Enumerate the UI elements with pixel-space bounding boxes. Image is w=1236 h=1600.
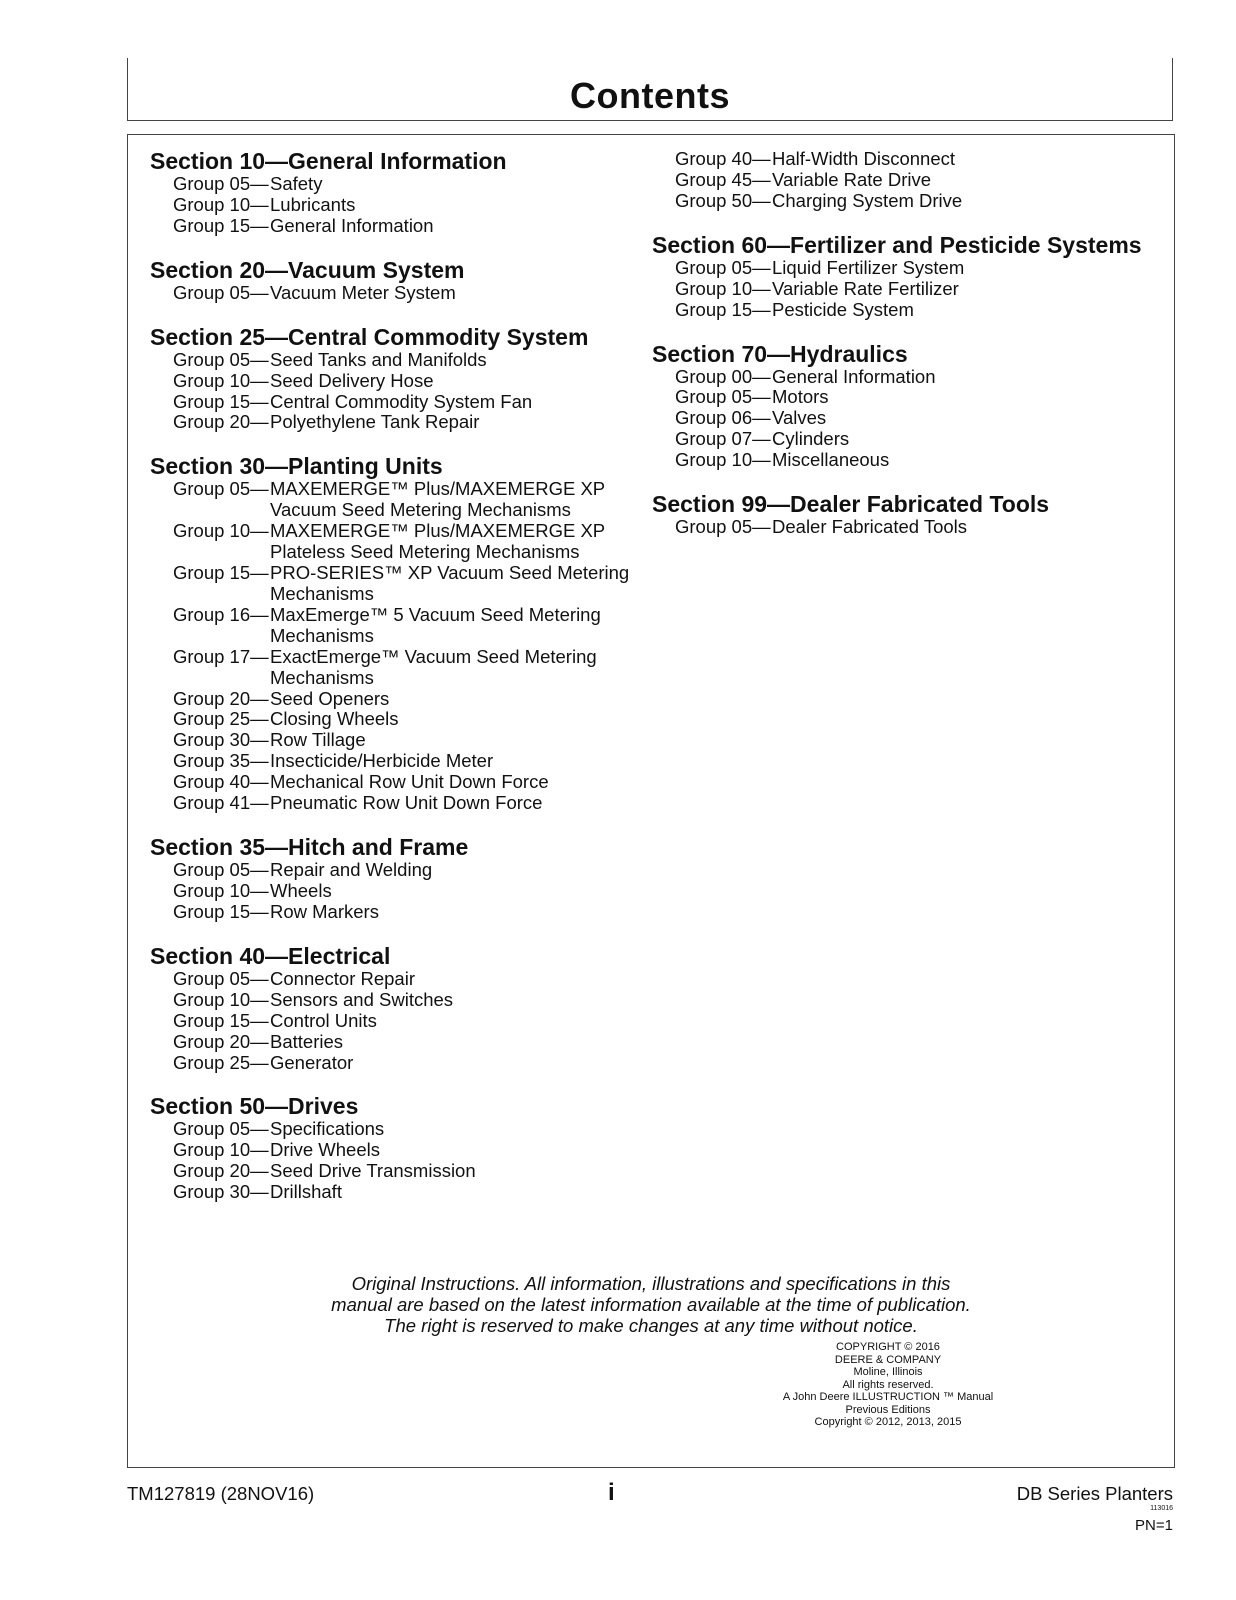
group-number: Group 05— (173, 478, 269, 500)
copyright-line: DEERE & COMPANY (834, 1353, 942, 1366)
group-title: Polyethylene Tank Repair (270, 411, 480, 433)
group-title: MaxEmerge™ 5 Vacuum Seed Metering Mechanisms (270, 603, 601, 646)
group-title: Charging System Drive (772, 189, 963, 211)
group-title: Seed Openers (270, 687, 390, 709)
group-title: Miscellaneous (772, 449, 890, 471)
toc-group-entry[interactable] (150, 881, 640, 902)
toc-group-entry[interactable] (150, 689, 640, 710)
group-number: Group 40— (173, 771, 269, 793)
toc-section (652, 492, 1162, 538)
group-title: Repair and Welding (270, 859, 433, 881)
toc-group-entry[interactable] (150, 647, 640, 689)
group-title: Pneumatic Row Unit Down Force (270, 792, 543, 814)
copyright-line: All rights reserved. (842, 1378, 934, 1391)
toc-group-entry[interactable] (652, 279, 1162, 300)
group-number: Group 05— (675, 256, 771, 278)
toc-group-entry[interactable] (150, 216, 640, 237)
group-title: Generator (270, 1051, 354, 1073)
group-number: Group 30— (173, 729, 269, 751)
toc-section (652, 342, 1162, 472)
group-title: Cylinders (772, 428, 850, 450)
group-title: Vacuum Meter System (270, 281, 456, 303)
footer-code: 113016 (1150, 1505, 1173, 1512)
group-title: Dealer Fabricated Tools (772, 516, 968, 538)
group-title: Valves (772, 407, 827, 429)
group-number: Group 15— (173, 390, 269, 412)
group-number: Group 17— (173, 645, 269, 667)
group-title: Insecticide/Herbicide Meter (270, 750, 494, 772)
group-number: Group 07— (675, 428, 771, 450)
group-title: Connector Repair (270, 967, 415, 989)
copyright-line: COPYRIGHT © 2016 (836, 1341, 940, 1353)
toc-section (652, 233, 1162, 321)
group-number: Group 30— (173, 1181, 269, 1203)
section-continuation (652, 149, 1162, 212)
toc-group-entry[interactable] (652, 170, 1162, 191)
contents-left-column (150, 149, 640, 1224)
toc-group-entry[interactable] (652, 258, 1162, 279)
group-number: Group 10— (675, 277, 771, 299)
toc-group-entry[interactable] (652, 367, 1162, 388)
group-number: Group 15— (173, 562, 269, 584)
group-number: Group 05— (173, 1118, 269, 1140)
group-number: Group 20— (173, 1160, 269, 1182)
section-heading[interactable]: Section 25—Central Commodity System (150, 323, 589, 350)
group-title: Motors (772, 386, 829, 408)
group-number: Group 10— (675, 449, 771, 471)
toc-group-entry[interactable] (150, 1182, 640, 1203)
toc-group-entry[interactable] (150, 605, 640, 647)
toc-section (150, 944, 640, 1074)
group-title: Variable Rate Fertilizer (772, 277, 959, 299)
copyright-block (728, 1341, 1048, 1429)
group-number: Group 15— (173, 214, 269, 236)
group-number: Group 16— (173, 603, 269, 625)
group-title: Central Commodity System Fan (270, 390, 533, 412)
group-number: Group 40— (675, 148, 771, 169)
section-heading[interactable]: Section 50—Drives (150, 1093, 359, 1120)
group-number: Group 05— (675, 386, 771, 408)
toc-group-entry[interactable] (150, 990, 640, 1011)
group-number: Group 10— (173, 520, 269, 542)
original-instructions-notice (128, 1273, 1174, 1336)
group-number: Group 25— (173, 1051, 269, 1073)
toc-group-entry[interactable] (652, 149, 1162, 170)
toc-group-entry[interactable] (150, 1011, 640, 1032)
contents-right-column (652, 149, 1162, 559)
toc-group-entry[interactable] (150, 412, 640, 433)
toc-group-entry[interactable] (652, 450, 1162, 471)
group-number: Group 05— (675, 516, 771, 538)
toc-section (150, 149, 640, 237)
copyright-line: Previous Editions (845, 1403, 931, 1416)
group-number: Group 05— (173, 967, 269, 989)
toc-group-entry[interactable] (652, 387, 1162, 408)
header-box (127, 58, 1173, 121)
section-heading[interactable]: Section 30—Planting Units (150, 453, 443, 480)
toc-group-entry[interactable] (150, 1140, 640, 1161)
group-title: Variable Rate Drive (772, 168, 932, 190)
group-number: Group 20— (173, 687, 269, 709)
group-title: Closing Wheels (270, 708, 399, 730)
group-title: Wheels (270, 879, 332, 901)
section-heading[interactable]: Section 10—General Information (150, 148, 507, 174)
group-number: Group 15— (173, 1009, 269, 1031)
toc-group-entry[interactable] (150, 521, 640, 563)
group-title: Batteries (270, 1030, 344, 1052)
notice-line: Original Instructions. All information, illustrations and specifications in this (351, 1273, 951, 1294)
contents-box (127, 134, 1175, 1468)
group-number: Group 00— (675, 365, 771, 387)
group-number: Group 50— (675, 189, 771, 211)
toc-group-entry[interactable] (150, 1053, 640, 1074)
group-title: Specifications (270, 1118, 385, 1140)
group-title: Lubricants (270, 193, 356, 215)
product-name: DB Series Planters (1016, 1483, 1173, 1504)
group-number: Group 10— (173, 879, 269, 901)
document-id: TM127819 (28NOV16) (127, 1483, 315, 1504)
group-title: Safety (270, 173, 323, 195)
group-number: Group 41— (173, 792, 269, 814)
toc-group-entry[interactable] (652, 300, 1162, 321)
toc-section (150, 258, 640, 304)
section-heading[interactable]: Section 40—Electrical (150, 942, 391, 969)
toc-section (150, 325, 640, 434)
group-title: Mechanical Row Unit Down Force (270, 771, 549, 793)
group-number: Group 05— (173, 859, 269, 881)
group-number: Group 05— (173, 348, 269, 370)
group-number: Group 10— (173, 369, 269, 391)
group-number: Group 15— (675, 298, 771, 320)
group-title: Control Units (270, 1009, 377, 1031)
group-number: Group 35— (173, 750, 269, 772)
toc-section (150, 1094, 640, 1203)
section-heading[interactable]: Section 60—Fertilizer and Pesticide Systems (652, 231, 1142, 258)
group-number: Group 20— (173, 1030, 269, 1052)
page-pn: PN=1 (1135, 1517, 1173, 1534)
group-title: General Information (270, 214, 434, 236)
section-heading[interactable]: Section 20—Vacuum System (150, 256, 465, 283)
group-title: Row Tillage (270, 729, 366, 751)
toc-group-entry[interactable] (150, 1161, 640, 1182)
toc-group-entry[interactable] (150, 371, 640, 392)
toc-group-entry[interactable] (652, 429, 1162, 450)
toc-group-entry[interactable] (652, 517, 1162, 538)
toc-group-entry[interactable] (150, 479, 640, 521)
toc-group-entry[interactable] (150, 195, 640, 216)
toc-section (150, 454, 640, 814)
toc-group-entry[interactable] (150, 709, 640, 730)
group-title: Pesticide System (772, 298, 914, 320)
section-heading[interactable]: Section 99—Dealer Fabricated Tools (652, 491, 1050, 518)
group-title: Seed Drive Transmission (270, 1160, 476, 1182)
copyright-line: Copyright © 2012, 2013, 2015 (814, 1416, 962, 1428)
toc-group-entry[interactable] (150, 902, 640, 923)
toc-group-entry[interactable] (150, 793, 640, 814)
group-title: Row Markers (270, 900, 379, 922)
page-title: Contents (570, 75, 730, 116)
toc-group-entry[interactable] (150, 860, 640, 881)
group-title: Sensors and Switches (270, 988, 454, 1010)
toc-group-entry[interactable] (150, 563, 640, 605)
toc-group-entry[interactable] (652, 408, 1162, 429)
toc-group-entry[interactable] (150, 283, 640, 304)
notice-line: manual are based on the latest information available at the time of publication. (331, 1294, 971, 1315)
group-title: Half-Width Disconnect (772, 148, 956, 170)
group-number: Group 15— (173, 900, 269, 922)
section-heading[interactable]: Section 35—Hitch and Frame (150, 834, 469, 861)
group-title: MAXEMERGE™ Plus/MAXEMERGE XP Vacuum Seed Metering Mechanisms (270, 478, 605, 521)
toc-group-entry[interactable] (150, 174, 640, 195)
toc-group-entry[interactable] (150, 730, 640, 751)
toc-section (150, 835, 640, 923)
group-number: Group 10— (173, 193, 269, 215)
group-title: Drive Wheels (270, 1139, 380, 1161)
group-number: Group 10— (173, 988, 269, 1010)
notice-line: The right is reserved to make changes at any time without notice. (384, 1315, 918, 1336)
group-title: General Information (772, 365, 936, 387)
group-number: Group 05— (173, 173, 269, 194)
group-number: Group 05— (173, 281, 269, 303)
toc-group-entry[interactable] (150, 392, 640, 413)
group-title: PRO-SERIES™ XP Vacuum Seed Metering Mechanisms (270, 562, 630, 604)
group-title: Drillshaft (270, 1181, 342, 1203)
group-title: Seed Tanks and Manifolds (270, 348, 487, 370)
copyright-line: A John Deere ILLUSTRUCTION ™ Manual (782, 1391, 994, 1403)
group-number: Group 10— (173, 1139, 269, 1161)
group-title: MAXEMERGE™ Plus/MAXEMERGE XP Plateless Seed Metering Mechanisms (270, 520, 605, 563)
toc-group-entry[interactable] (150, 969, 640, 990)
group-title: Liquid Fertilizer System (772, 256, 965, 278)
toc-group-entry[interactable] (150, 1032, 640, 1053)
group-number: Group 06— (675, 407, 771, 429)
section-heading[interactable]: Section 70—Hydraulics (652, 340, 908, 367)
group-title: ExactEmerge™ Vacuum Seed Metering Mechanisms (270, 645, 597, 688)
toc-group-entry[interactable] (150, 751, 640, 772)
page-number: i (608, 1479, 615, 1506)
group-title: Seed Delivery Hose (270, 369, 434, 391)
group-number: Group 45— (675, 168, 771, 190)
toc-group-entry[interactable] (652, 191, 1162, 212)
group-number: Group 25— (173, 708, 269, 730)
group-number: Group 20— (173, 411, 269, 433)
copyright-line: Moline, Illinois (853, 1366, 923, 1378)
toc-group-entry[interactable] (150, 350, 640, 371)
toc-group-entry[interactable] (150, 1119, 640, 1140)
toc-group-entry[interactable] (150, 772, 640, 793)
